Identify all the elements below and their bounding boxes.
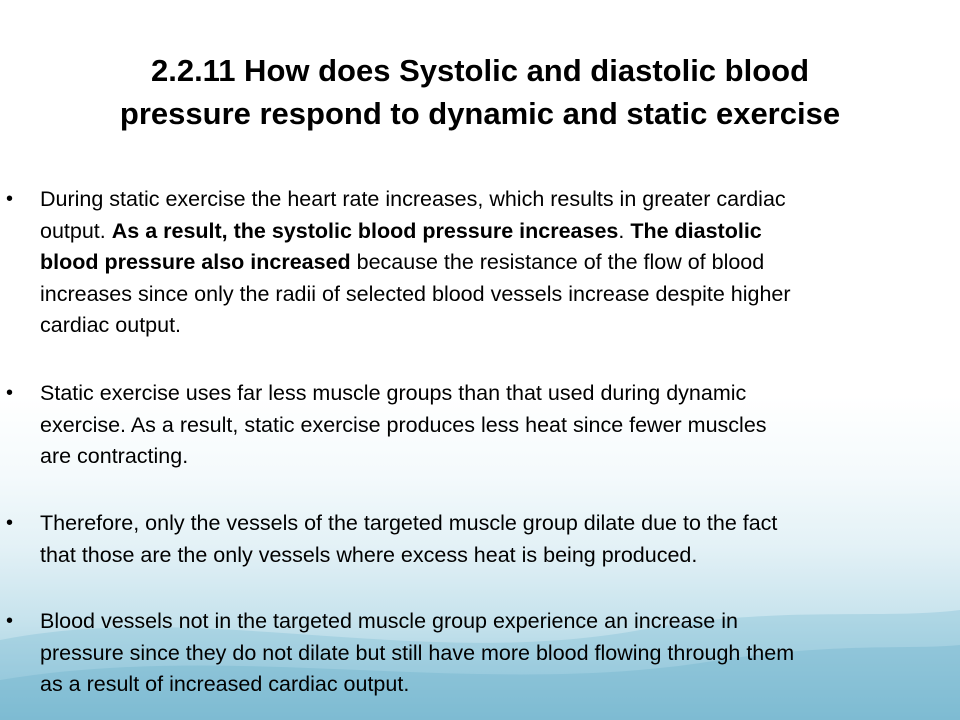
bold-text-run: blood pressure also increased	[40, 250, 351, 274]
slide-title	[0, 49, 960, 135]
bullet-text-line: exercise. As a result, static exercise produces less heat since fewer muscles	[40, 412, 767, 437]
bullet-text-line	[40, 216, 762, 248]
text-run: because the resistance of the flow of blood	[350, 250, 765, 274]
title-line-2: pressure respond to dynamic and static exercise	[119, 95, 841, 131]
bullet-marker: •	[6, 188, 14, 210]
bullet-list	[0, 184, 960, 720]
bullet-text-line: that those are the only vessels where excess heat is being produced.	[40, 542, 698, 567]
bullet-text-line: are contracting.	[40, 444, 189, 468]
title-line-1: 2.2.11 How does Systolic and diastolic blood	[150, 52, 810, 88]
bullet-marker: •	[6, 610, 14, 632]
bullet-text-line: cardiac output.	[40, 313, 182, 337]
bullet-text-line: Static exercise uses far less muscle groups than that used during dynamic	[40, 381, 747, 405]
bold-text-run: The diastolic	[630, 218, 762, 243]
bullet-text-line: During static exercise the heart rate increases, which results in greater cardiac	[40, 187, 786, 211]
text-run: .	[618, 218, 631, 243]
bullet-text-line: increases since only the radii of selected blood vessels increase despite higher	[40, 281, 791, 306]
bullet-marker: •	[6, 382, 14, 404]
bullet-text-line: as a result of increased cardiac output.	[40, 672, 410, 696]
bullet-text-line: Blood vessels not in the targeted muscle group experience an increase in	[40, 609, 738, 633]
bold-text-run: As a result, the systolic blood pressure increases	[111, 218, 619, 243]
bullet-text-line	[40, 247, 764, 279]
text-run: output.	[40, 218, 112, 243]
bullet-text-line: pressure since they do not dilate but still have more blood flowing through them	[40, 640, 795, 665]
bullet-text-line: Therefore, only the vessels of the targeted muscle group dilate due to the fact	[40, 511, 778, 535]
bullet-marker: •	[6, 512, 14, 534]
